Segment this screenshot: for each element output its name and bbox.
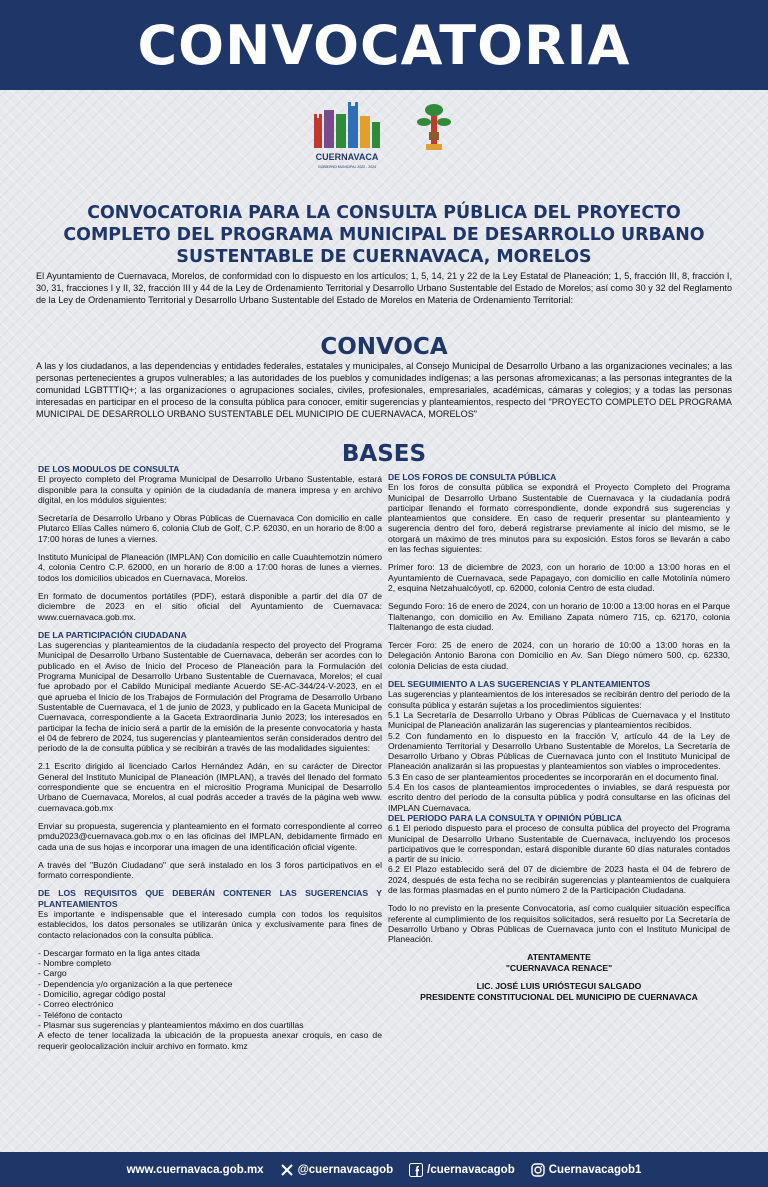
paragraph: A efecto de tener localizada la ubicación de la propuesta anexar croquis, en caso de requerir geolocalización incluir archivo en formato. kmz — [38, 1030, 382, 1051]
signature-block — [388, 952, 730, 1002]
signature-title: PRESIDENTE CONSTITUCIONAL DEL MUNICIPIO DE CUERNAVACA — [420, 991, 698, 1002]
document-title: CONVOCATORIA PARA LA CONSULTA PÚBLICA DEL PROYECTO COMPLETO DEL PROGRAMA MUNICIPAL DE DESARROLLO URBANO SUSTENTABLE DE CUERNAVACA, MORELOS — [63, 203, 705, 267]
instagram-handle[interactable]: Cuernavacagob1 — [548, 1163, 642, 1176]
list-item: - Dependencia y/o organización a la que pertenece — [38, 978, 233, 989]
instagram-icon — [531, 1163, 545, 1177]
list-item: - Plasmar sus sugerencias y planteamientos máximo en dos cuartillas — [38, 1019, 304, 1030]
paragraph: 5.4 En los casos de planteamientos improcedentes o inviables, se dará respuesta por escrito dentro del periodo de la consulta pública y podrá consultarse en las oficinas del IMPLAN Cuernavaca. — [388, 782, 730, 813]
website-link[interactable]: www.cuernavaca.gob.mx — [126, 1163, 264, 1176]
paragraph: Todo lo no previsto en la presente Convocatoria, así como cualquier situación específica referente al cumplimiento de los requisitos solicitados, será resuelto por La Secretaría de Desarrollo Urbano y Obras Públicas de Cuernavaca junto con el Instituto Municipal de Planeación. — [388, 903, 730, 945]
paragraph: Las sugerencias y planteamientos de la ciudadanía respecto del proyecto del Programa Municipal de Desarrollo Urbano Sustentable de Cuernavaca, deberán ser acordes con lo publicado en el Aviso de Inicio del Proceso de Planeación para la Formulación del Programa Municipal de Desarrollo Urbano Sustentable de Cuernavaca, Morelos; el cual fue aprobado por el Cabildo Municipal mediante Acuerdo SE-AC-344/24-V-2023, en el que aprueba el Inicio de los Trabajos de Formulación del Programa de Desarrollo Urbano Sustentable de Cuernavaca, el 1 de junio de 2023, y publicado en la Gaceta Municipal de Cuernavaca, correspondiente a la Gaceta Extraordinaria Junio 2023; los interesados en participar la fecha de inicio será a partir de la emisión de la presente convocatoria y hasta el 04 de febrero de 2024, tus sugerencias y planteamientos serán considerados dentro del periodo de la de consulta pública y se recibirán a través de las modalidades siguientes: — [38, 640, 382, 754]
paragraph: 6.1 El periodo dispuesto para el proceso de consulta pública del proyecto del Programa Municipal de Desarrollo Urbano Sustentable de Cuernavaca, incluyendo los procesos participativos que le correspondan, estará disponible durante 60 días naturales contados a partir de su inicio. — [388, 823, 730, 865]
paragraph: A través del "Buzón Ciudadano" que será instalado en los 3 foros participativos en el formato correspondiente. — [38, 859, 382, 881]
banner-title: CONVOCATORIA — [137, 13, 631, 77]
footer-instagram[interactable] — [531, 1163, 642, 1177]
facebook-handle[interactable]: /cuernavacagob — [427, 1163, 515, 1176]
requirements-list — [38, 948, 382, 1030]
bases-heading: BASES — [341, 441, 427, 467]
logo-subtext: GOBIERNO MUNICIPAL 2022 - 2024 — [317, 165, 377, 169]
paragraph: Secretaría de Desarrollo Urbano y Obras Públicas de Cuernavaca Con domicilio en calle Plutarco Elías Calles número 6, colonia Club de Golf, C.P. 62030, en un horario de 8:00 a 17:00 horas de lunes a viernes. — [38, 513, 382, 544]
list-item: - Cargo — [38, 968, 67, 979]
cuernavaca-logo — [300, 100, 470, 180]
list-item: - Teléfono de contacto — [38, 1009, 123, 1020]
section-heading-modulos: DE LOS MODULOS DE CONSULTA — [38, 464, 180, 474]
paragraph: 5.3 En caso de ser planteamientos procedentes se incorporarán en el documento final. — [388, 771, 719, 782]
paragraph: El proyecto completo del Programa Municipal de Desarrollo Urbano Sustentable, estará disponible para la consulta y opinión de la ciudadanía de manera impresa y en archivo digital, en los módulos siguientes: — [38, 474, 382, 505]
glyph-emblem — [417, 104, 451, 150]
paragraph: Las sugerencias y planteamientos de los interesados se recibirán dentro del periodo de la consulta pública y estarán sujetas a los procedimientos siguientes: — [388, 689, 730, 710]
intro-paragraph: El Ayuntamiento de Cuernavaca, Morelos, de conformidad con lo dispuesto en los artículos; 1, 5, 14, 21 y 22 de la Ley Estatal de Planeación; 1, 5, fracción III, 8, fracción I, 30, 31, fracciones I y II, 32, fracción III y 44 de la Ley de Ordenamiento Territorial y Desarrollo Urbano Sustentable del Estado de Morelos; así como 30 y 32 del Reglamento de la Ley de Ordenamiento Territorial y Desarrollo Urbano Sustentable del Estado de Morelos en Materia de Ordenamiento Territorial: — [36, 271, 732, 305]
logo-text: CUERNAVACA — [315, 152, 379, 162]
list-item: - Nombre completo — [38, 958, 112, 969]
paragraph: 2.1 Escrito dirigido al licenciado Carlos Hernández Adán, en su carácter de Director General del Instituto Municipal de Planeación (IMPLAN), a través del llenado del formato correspondiente que se encuentra en el micrositio Programa Municipal de Desarrollo Urbano de Cuernavaca, Morelos, al cual podrás acceder a través de la página web www. cuernavaca.gob.mx — [38, 761, 382, 813]
footer-facebook[interactable] — [409, 1163, 515, 1177]
paragraph: En formato de documentos portátiles (PDF), estará disponible a partir del día 07 de diciembre de 2023 en el sitio oficial del Ayuntamiento de Cuernavaca: www.cuernavaca.gob.mx. — [38, 590, 382, 622]
footer-x[interactable] — [280, 1163, 394, 1177]
convoca-paragraph: A las y los ciudadanos, a las dependencias y entidades federales, estatales y municipales, al Consejo Municipal de Desarrollo Urbano a las organizaciones vecinales; a las personas pertenecientes a grupos vulnerables; a las autoridades de los pueblos y comunidades indígenas; a las personas afromexicanas; a las personas integrantes de la comunidad LGBTTTIQ+; a las organizaciones o agrupaciones sociales, civiles, profesionales, empresariales, académicas, cámaras y colegios; y a todas las personas interesadas en participar en el proceso de la consulta pública para conocer, emitir sugerencias y planteamientos, respecto del "PROYECTO COMPLETO DEL PROGRAMA MUNICIPAL DE DESARROLLO URBANO SUSTENTABLE DEL MUNICIPIO DE CUERNAVACA, MORELOS" — [36, 361, 732, 419]
paragraph: En los foros de consulta pública se expondrá el Proyecto Completo del Programa Municipal de Desarrollo Urbano Sustentable de Cuernavaca y la ciudadanía podrá participar llenando el formato correspondiente, donde expondrá sus sugerencias y planteamientos que considere. En caso de requerir presentar su planteamiento y sugerencia dentro del foro, deberá registrarse previamente al inicio del mismo, se le otorgará un máximo de tres minutos para su exposición. Estos foros se llevarán a cabo en las fechas siguientes: — [388, 482, 730, 555]
paragraph: Es importante e indispensable que el interesado cumpla con todos los requisitos establecidos, los datos personales se utilizarán única y exclusivamente para fines de contacto relacionados con la consulta pública. — [38, 908, 382, 940]
section-heading-participacion: DE LA PARTICIPACIÓN CIUDADANA — [38, 629, 187, 640]
paragraph: Instituto Municipal de Planeación (IMPLAN) Con domicilio en calle Cuauhtemotzin número 4, colonia Centro C.P. 62000, en un horario de 8:00 a 17:00 horas de lunes a viernes. todos los domicilios ubicados en Cuernavaca, Morelos. — [38, 552, 382, 583]
signature-name: LIC. JOSÉ LUIS URIÓSTEGUI SALGADO — [476, 981, 642, 992]
signature-line: "CUERNAVACA RENACE" — [505, 962, 613, 973]
section-heading-seguimiento: DEL SEGUIMIENTO A LAS SUGERENCIAS Y PLANTEAMIENTOS — [388, 679, 651, 690]
x-handle[interactable]: @cuernavacagob — [297, 1163, 394, 1176]
section-heading-foros: DE LOS FOROS DE CONSULTA PÚBLICA — [388, 472, 557, 482]
footer-bar — [0, 1152, 768, 1187]
facebook-icon — [409, 1163, 423, 1177]
left-column — [38, 464, 382, 1051]
x-icon — [280, 1163, 294, 1177]
paragraph: Primer foro: 13 de diciembre de 2023, con un horario de 10:00 a 13:00 horas en el Ayuntamiento de Cuernavaca, sede Papagayo, con domicilio en calle Motolinía número 2, esquina Netzahualcóyotl, cp. 62000, colonia Centro de esta ciudad. — [388, 562, 730, 593]
footer-website[interactable] — [127, 1164, 264, 1176]
convoca-heading: CONVOCA — [320, 334, 448, 360]
section-heading-periodo: DEL PERIODO PARA LA CONSULTA Y OPINIÓN PÚBLICA — [388, 812, 622, 823]
paragraph: Segundo Foro: 16 de enero de 2024, con un horario de 10:00 a 13:00 horas en el Parque Tlaltenango, con domicilio en Av. Emiliano Zapata número 715, cp. 62170, colonia Tlaltenango de esta ciudad. — [388, 601, 730, 632]
paragraph: 5.2 Con fundamento en lo dispuesto en la fracción V, artículo 44 de la Ley de Ordenamiento Territorial y Desarrollo Urbano Sustentable de Morelos, La Secretaría de Desarrollo Urbano y Obras Públicas de Cuernavaca junto con el Instituto Municipal de Planeación analizarán si las propuestas y planteamientos son viables o improcedentes. — [388, 730, 730, 772]
header-banner — [0, 0, 768, 90]
right-column — [388, 472, 730, 1002]
paragraph: 5.1 La Secretaría de Desarrollo Urbano y Obras Públicas de Cuernavaca y el Instituto Municipal de Planeación analizarán las sugerencias y planteamientos recibidos. — [388, 709, 730, 731]
paragraph: 6.2 El Plazo establecido será del 07 de diciembre de 2023 hasta el 04 de febrero de 2024, después de esta fecha no se recibirán sugerencias y planteamientos de cualquiera de las formas plasmadas en el punto número 2 de la Participación Ciudadana. — [388, 864, 730, 895]
section-heading-requisitos: DE LOS REQUISITOS QUE DEBERÁN CONTENER LAS SUGERENCIAS Y PLANTEAMIENTOS — [38, 888, 382, 909]
list-item: - Descargar formato en la liga antes citada — [38, 947, 200, 958]
list-item: - Domicilio, agregar código postal — [38, 989, 166, 1000]
signature-line: ATENTAMENTE — [527, 952, 591, 963]
paragraph: Enviar su propuesta, sugerencia y planteamiento en el formato correspondiente al correo pmdu2023@cuernavaca.gob.mx o en las oficinas del IMPLAN, debidamente firmado en cada una de sus hojas e incorporar una imagen de una identificación oficial vigente. — [38, 820, 382, 852]
list-item: - Correo electrónico — [38, 999, 114, 1010]
paragraph: Tercer Foro: 25 de enero de 2024, con un horario de 10:00 a 13:00 horas en la Delegación Antonio Barona con Domicilio en Av. San Diego número 500, cp. 62330, colonia Delicias de esta ciudad. — [388, 640, 730, 671]
document-title-box — [36, 202, 732, 268]
